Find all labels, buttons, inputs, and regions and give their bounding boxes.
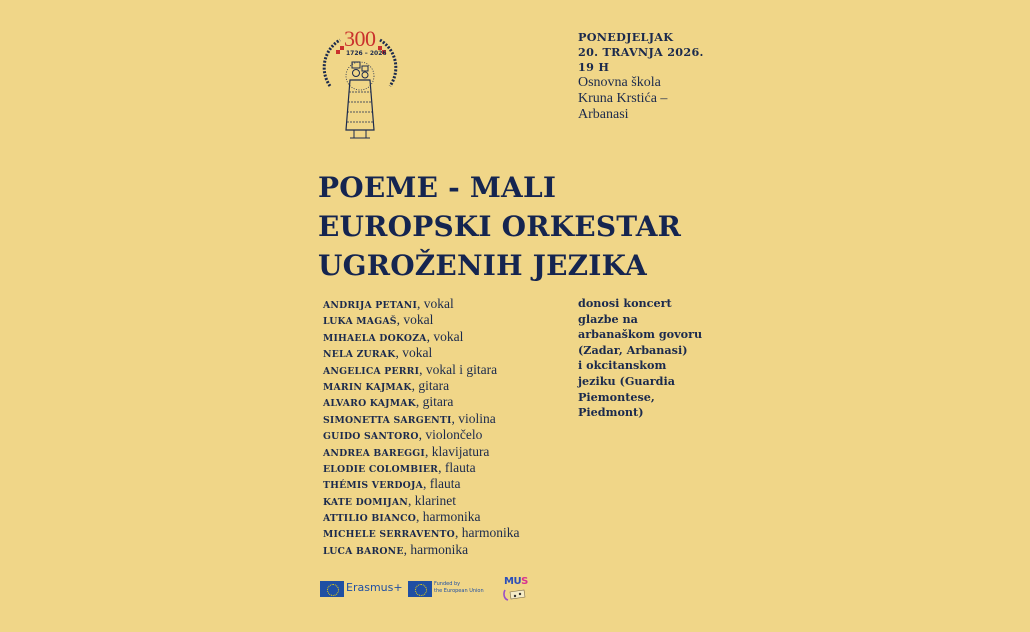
performer-name: MICHELE SERRAVENTO bbox=[323, 529, 455, 541]
description-line: jeziku (Guardia bbox=[578, 373, 675, 388]
performer-role: , harmonika bbox=[416, 509, 481, 525]
performer-name: SIMONETTA SARGENTI bbox=[323, 414, 452, 426]
performer-name: ATTILIO BIANCO bbox=[323, 513, 416, 525]
mus-logo bbox=[502, 576, 528, 602]
funded-by-text bbox=[434, 581, 494, 594]
performer-role: , vokal bbox=[417, 296, 454, 311]
concert-description bbox=[578, 296, 713, 421]
performer-name: ALVARO KAJMAK bbox=[323, 398, 416, 410]
event-time: 19 H bbox=[578, 60, 610, 74]
eu-flag-icon bbox=[408, 581, 432, 597]
description-line: Piemontese, bbox=[578, 389, 655, 404]
description-line: arbanaškom govoru bbox=[578, 327, 703, 342]
performer-name: KATE DOMIJAN bbox=[323, 496, 408, 508]
performer-role: , gitara bbox=[415, 394, 454, 410]
performer-role: , harmonika bbox=[403, 541, 469, 557]
performer-name: ANDREA BAREGGI bbox=[323, 447, 425, 459]
performer-item bbox=[323, 443, 563, 459]
performer-item bbox=[323, 311, 563, 327]
music-note-icon bbox=[502, 588, 528, 602]
performer-name: NELA ZURAK bbox=[323, 349, 396, 361]
performer-item bbox=[323, 410, 563, 426]
performer-role: , vokal bbox=[395, 345, 433, 361]
performer-name: LUKA MAGAŠ bbox=[323, 316, 397, 328]
funded-line-1: Funded by bbox=[434, 581, 461, 587]
title-line-2: EUROPSKI ORKESTAR bbox=[318, 210, 682, 243]
anniversary-logo bbox=[316, 26, 404, 144]
event-venue-line-3: Arbanasi bbox=[578, 107, 629, 122]
title-line-1: POEME - MALI bbox=[318, 171, 557, 204]
performer-item bbox=[323, 541, 563, 557]
performer-role: , vokal i gitara bbox=[419, 361, 498, 377]
description-line: glazbe na bbox=[578, 311, 638, 326]
performer-item bbox=[323, 344, 563, 360]
performer-item bbox=[323, 361, 563, 377]
mus-letter-u: U bbox=[513, 576, 522, 587]
funded-line-2: the European Union bbox=[434, 587, 484, 594]
performer-item bbox=[323, 328, 563, 344]
performer-name: GUIDO SANTORO bbox=[323, 431, 419, 443]
performer-item bbox=[323, 524, 563, 540]
event-date: 20. TRAVNJA 2026. bbox=[578, 45, 704, 59]
performer-role: , vokal bbox=[426, 328, 464, 344]
performer-item bbox=[323, 295, 563, 311]
performer-role: , harmonika bbox=[454, 525, 520, 541]
event-info bbox=[578, 30, 718, 123]
eu-flag-icon bbox=[320, 581, 344, 597]
anniversary-number: 300 bbox=[344, 26, 376, 51]
description-line: i okcitanskom bbox=[578, 358, 667, 373]
performer-role: , klavijatura bbox=[424, 443, 490, 459]
performer-role: , flauta bbox=[422, 476, 461, 492]
performer-item bbox=[323, 426, 563, 442]
performer-name: MARIN KAJMAK bbox=[323, 381, 412, 393]
performer-item bbox=[323, 475, 563, 491]
description-line: Piedmont) bbox=[578, 405, 644, 420]
performer-name: ANDRIJA PETANI bbox=[323, 300, 418, 311]
concert-title bbox=[318, 168, 738, 285]
performer-name: LUCA BARONE bbox=[323, 545, 404, 557]
performer-role: , flauta bbox=[438, 459, 476, 475]
event-venue-line-2: Kruna Krstića – bbox=[578, 91, 668, 106]
performer-role: , klarinet bbox=[407, 492, 456, 508]
event-day: PONEDJELJAK bbox=[578, 30, 674, 44]
performer-item bbox=[323, 459, 563, 475]
performer-role: , violina bbox=[451, 410, 496, 426]
description-line: (Zadar, Arbanasi) bbox=[578, 342, 688, 357]
performer-item bbox=[323, 377, 563, 393]
mus-label bbox=[504, 576, 528, 587]
performer-item bbox=[323, 492, 563, 508]
performer-item bbox=[323, 508, 563, 524]
performer-list bbox=[323, 295, 563, 557]
performer-name: MIHAELA DOKOZA bbox=[323, 332, 427, 344]
mus-letter-s: S bbox=[521, 576, 528, 587]
performer-role: , gitara bbox=[411, 377, 450, 393]
performer-item bbox=[323, 393, 563, 409]
performer-name: THÉMIS VERDOJA bbox=[323, 480, 423, 492]
mus-letter-m: M bbox=[504, 576, 514, 587]
event-venue-line-1: Osnovna škola bbox=[578, 75, 661, 90]
title-line-3: UGROŽENIH JEZIKA bbox=[318, 249, 647, 282]
description-line: donosi koncert bbox=[578, 296, 672, 310]
performer-name: ANGELICA PERRI bbox=[323, 365, 420, 377]
performer-name: ELODIE COLOMBIER bbox=[323, 463, 439, 475]
performer-role: , vokal bbox=[396, 312, 434, 328]
performer-role: , violončelo bbox=[418, 427, 483, 443]
erasmus-label: Erasmus+ bbox=[346, 581, 403, 594]
anniversary-years: 1726 – 2026 bbox=[346, 50, 387, 57]
